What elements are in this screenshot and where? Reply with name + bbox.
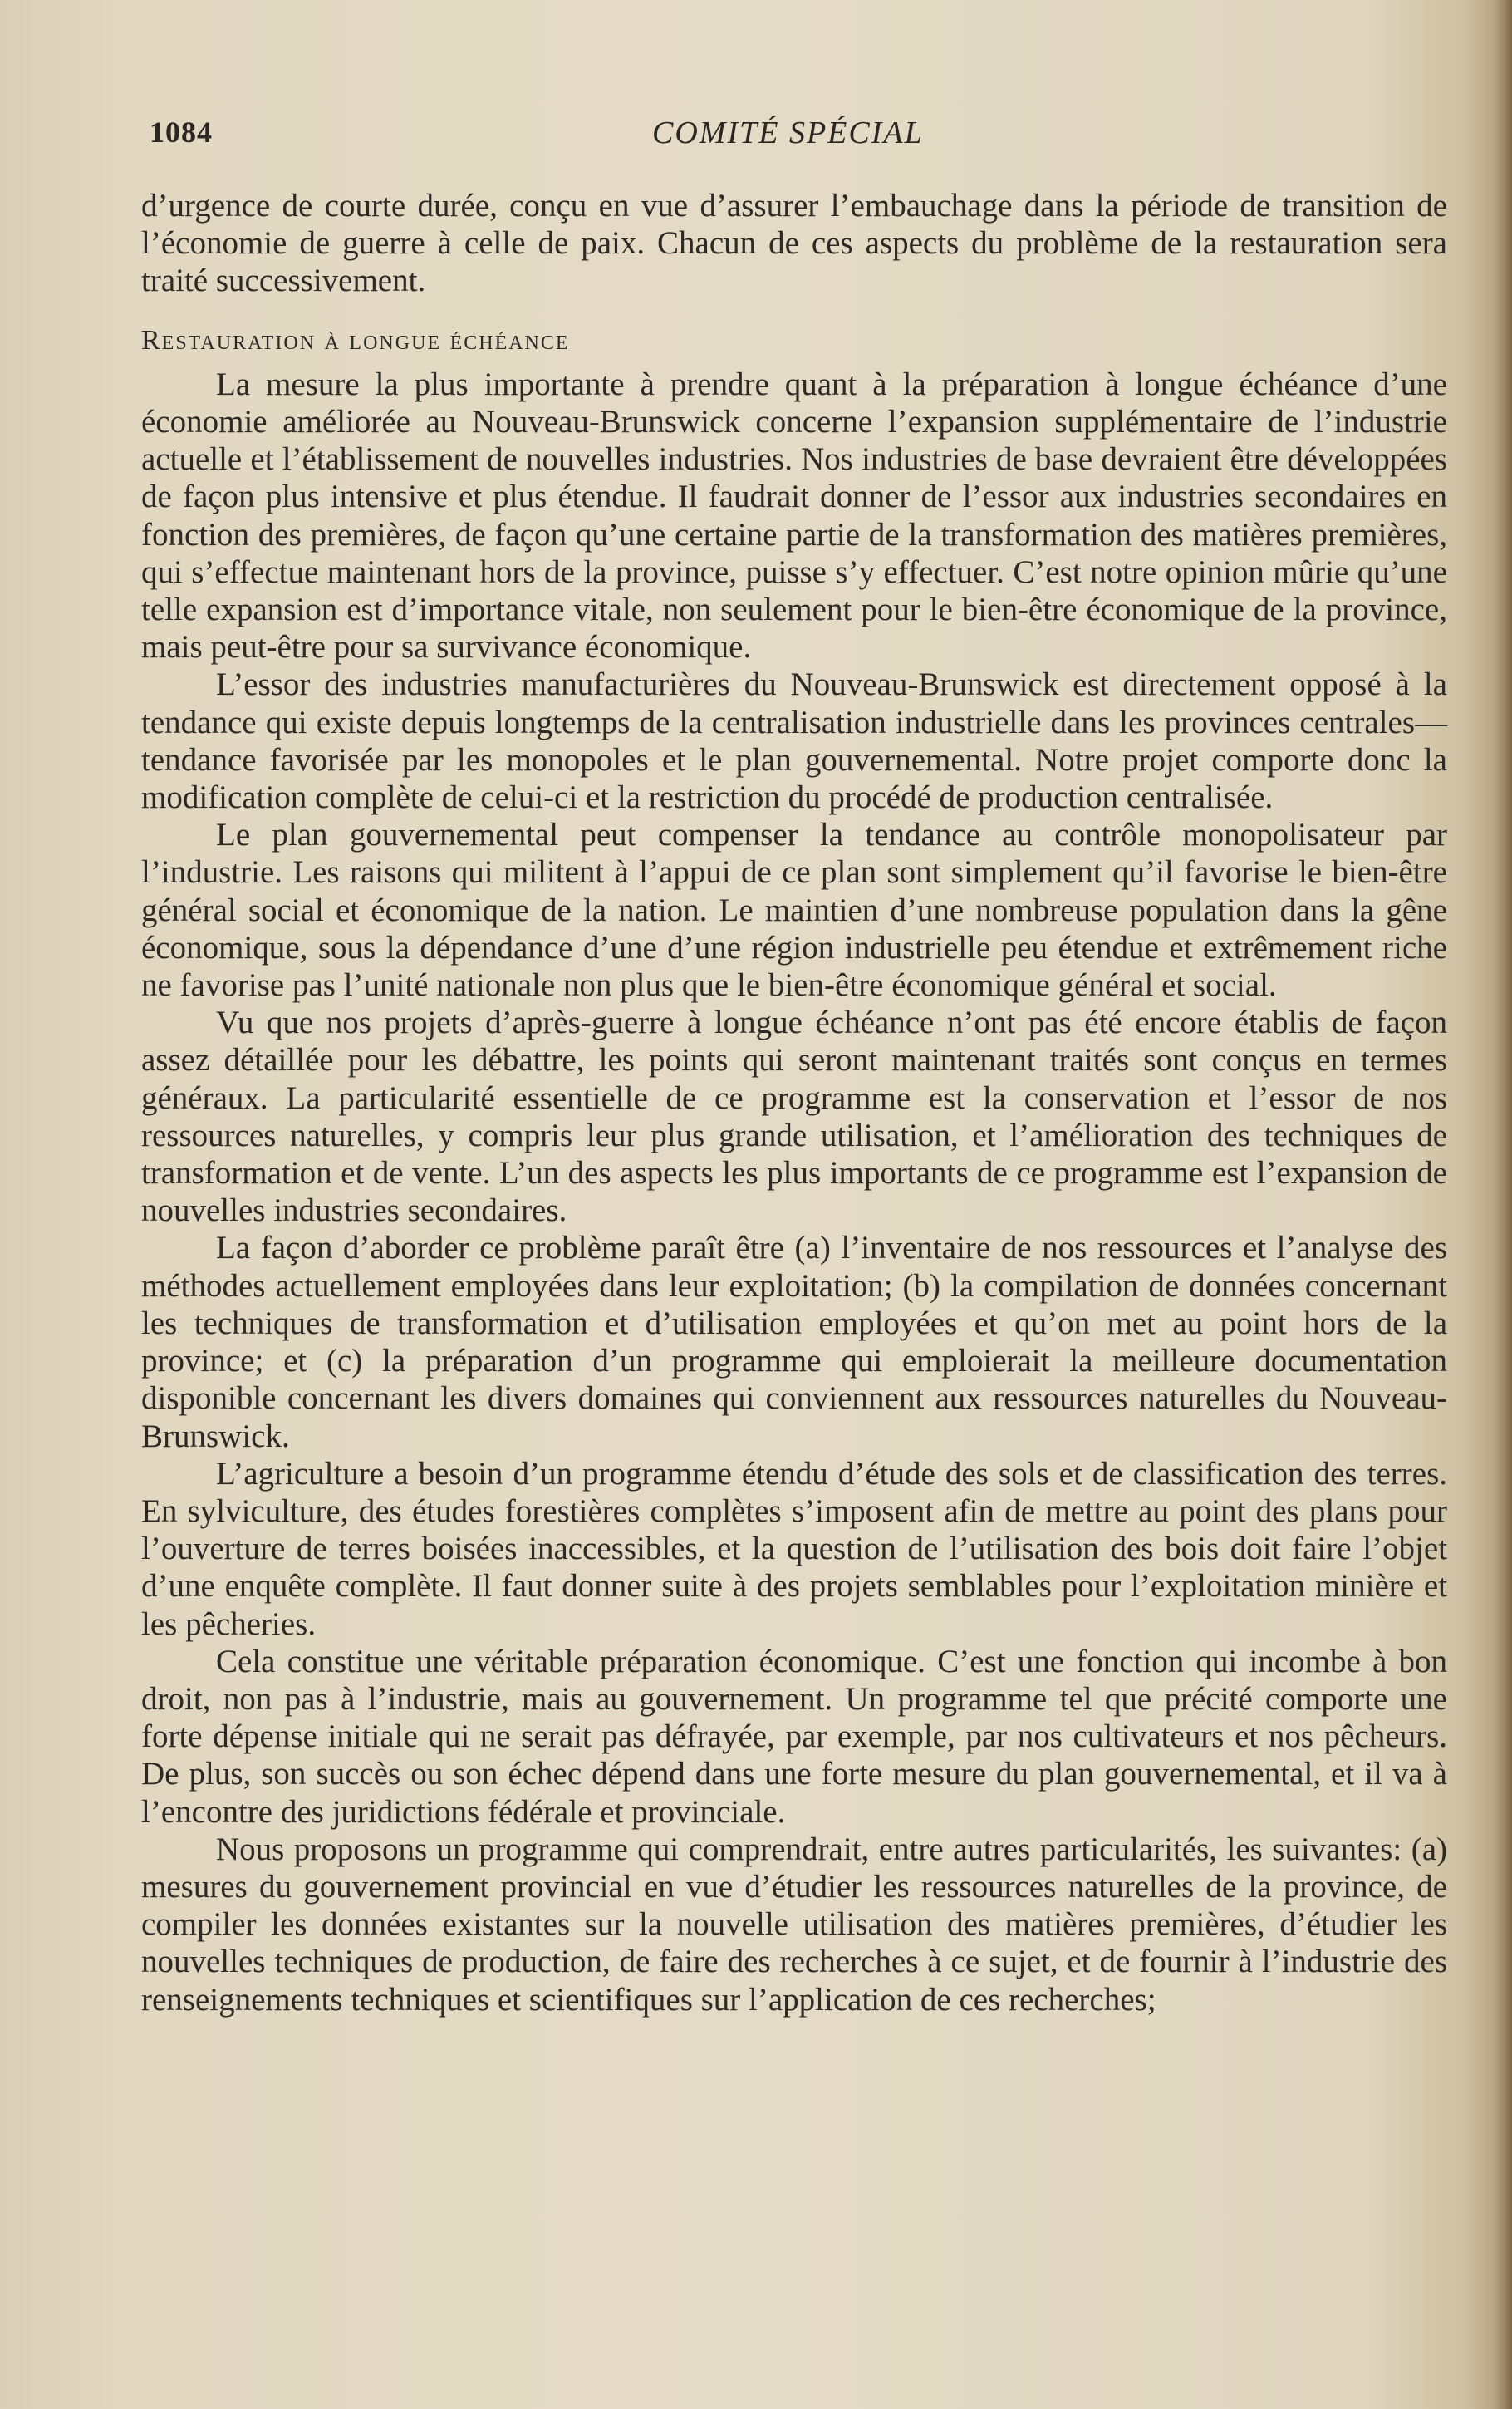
paragraph: Vu que nos projets d’après-guerre à longue échéance n’ont pas été encore établis de façon assez détaillée pour les débattre, les points qui seront maintenant traités sont conçus en termes généraux. La particularité essentielle de ce programme est la conservation et l’essor de nos ressources naturelles, y compris leur plus grande utilisation, et l’amélioration des techniques de transformation et de vente. L’un des aspects les plus importants de ce programme est l’expansion de nouvelles industries secondaires. bbox=[141, 1005, 1447, 1229]
body-text bbox=[141, 187, 1447, 2018]
page-edge-shadow bbox=[1494, 0, 1512, 2409]
running-header bbox=[150, 115, 1446, 156]
paragraph-continuation: d’urgence de courte durée, conçu en vue d’assurer l’embauchage dans la période de transition de l’économie de guerre à celle de paix. Chacun de ces aspects du problème de la restauration sera traité successivement. bbox=[141, 188, 1447, 299]
paragraph: L’essor des industries manufacturières du Nouveau-Brunswick est directement opposé à la tendance qui existe depuis longtemps de la centralisation industrielle dans les provinces centrales—tendance favorisée par les monopoles et le plan gouvernemental. Notre projet comporte donc la modification complète de celui-ci et la restriction du procédé de production centralisée. bbox=[141, 666, 1447, 816]
page-number: 1084 bbox=[150, 116, 213, 149]
paragraph: Cela constitue une véritable préparation économique. C’est une fonction qui incombe à bon droit, non pas à l’industrie, mais au gouvernement. Un programme tel que précité comporte une forte dépense initiale qui ne serait pas défrayée, par exemple, par nos cultivateurs et nos pêcheurs. De plus, son succès ou son échec dépend dans une forte mesure du plan gouvernemental, et il va à l’encontre des juridictions fédérale et provinciale. bbox=[141, 1643, 1447, 1830]
running-title: COMITÉ SPÉCIAL bbox=[652, 116, 924, 150]
paragraph: La façon d’aborder ce problème paraît être (a) l’inventaire de nos ressources et l’analyse des méthodes actuellement employées dans leur exploitation; (b) la compilation de données concernant les techniques de transformation et d’utilisation employées et qu’on met au point hors de la province; et (c) la préparation d’un programme qui emploierait la meilleure documentation disponible concernant les divers domaines qui conviennent aux ressources naturelles du Nouveau-Brunswick. bbox=[141, 1230, 1447, 1454]
paragraph: L’agriculture a besoin d’un programme étendu d’étude des sols et de classification des terres. En sylviculture, des études forestières complètes s’imposent afin de mettre au point des plans pour l’ouverture de terres boisées inaccessibles, et la question de l’utilisation des bois doit faire l’objet d’une enquête complète. Il faut donner suite à des projets semblables pour l’exploitation minière et les pêcheries. bbox=[141, 1455, 1447, 1642]
paragraph: Le plan gouvernemental peut compenser la tendance au contrôle monopolisateur par l’industrie. Les raisons qui militent à l’appui de ce plan sont simplement qu’il favorise le bien-être général social et économique de la nation. Le maintien d’une nombreuse population dans la gêne économique, sous la dépendance d’une d’une région industrielle peu étendue et extrêmement riche ne favorise pas l’unité nationale non plus que le bien-être économique général et social. bbox=[141, 817, 1447, 1004]
section-heading: Restauration à longue échéance bbox=[141, 324, 570, 356]
paragraph: La mesure la plus importante à prendre quant à la préparation à longue échéance d’une économie améliorée au Nouveau-Brunswick concerne l’expansion supplémentaire de l’industrie actuelle et l’établissement de nouvelles industries. Nos industries de base devraient être développées de façon plus intensive et plus étendue. Il faudrait donner de l’essor aux industries secondaires en fonction des premières, de façon qu’une certaine partie de la transformation des matières premières, qui s’effectue maintenant hors de la province, puisse s’y effectuer. C’est notre opinion mûrie qu’une telle expansion est d’importance vitale, non seulement pour le bien-être économique de la province, mais peut-être pour sa survivance économique. bbox=[141, 366, 1447, 666]
paragraph: Nous proposons un programme qui comprendrait, entre autres particularités, les suivantes: (a) mesures du gouvernement provincial en vue d’étudier les ressources naturelles de la province, de compiler les données existantes sur la nouvelle utilisation des matières premières, d’étudier les nouvelles techniques de production, de faire des recherches à ce sujet, et de fournir à l’industrie des renseignements techniques et scientifiques sur l’application de ces recherches; bbox=[141, 1831, 1447, 2018]
